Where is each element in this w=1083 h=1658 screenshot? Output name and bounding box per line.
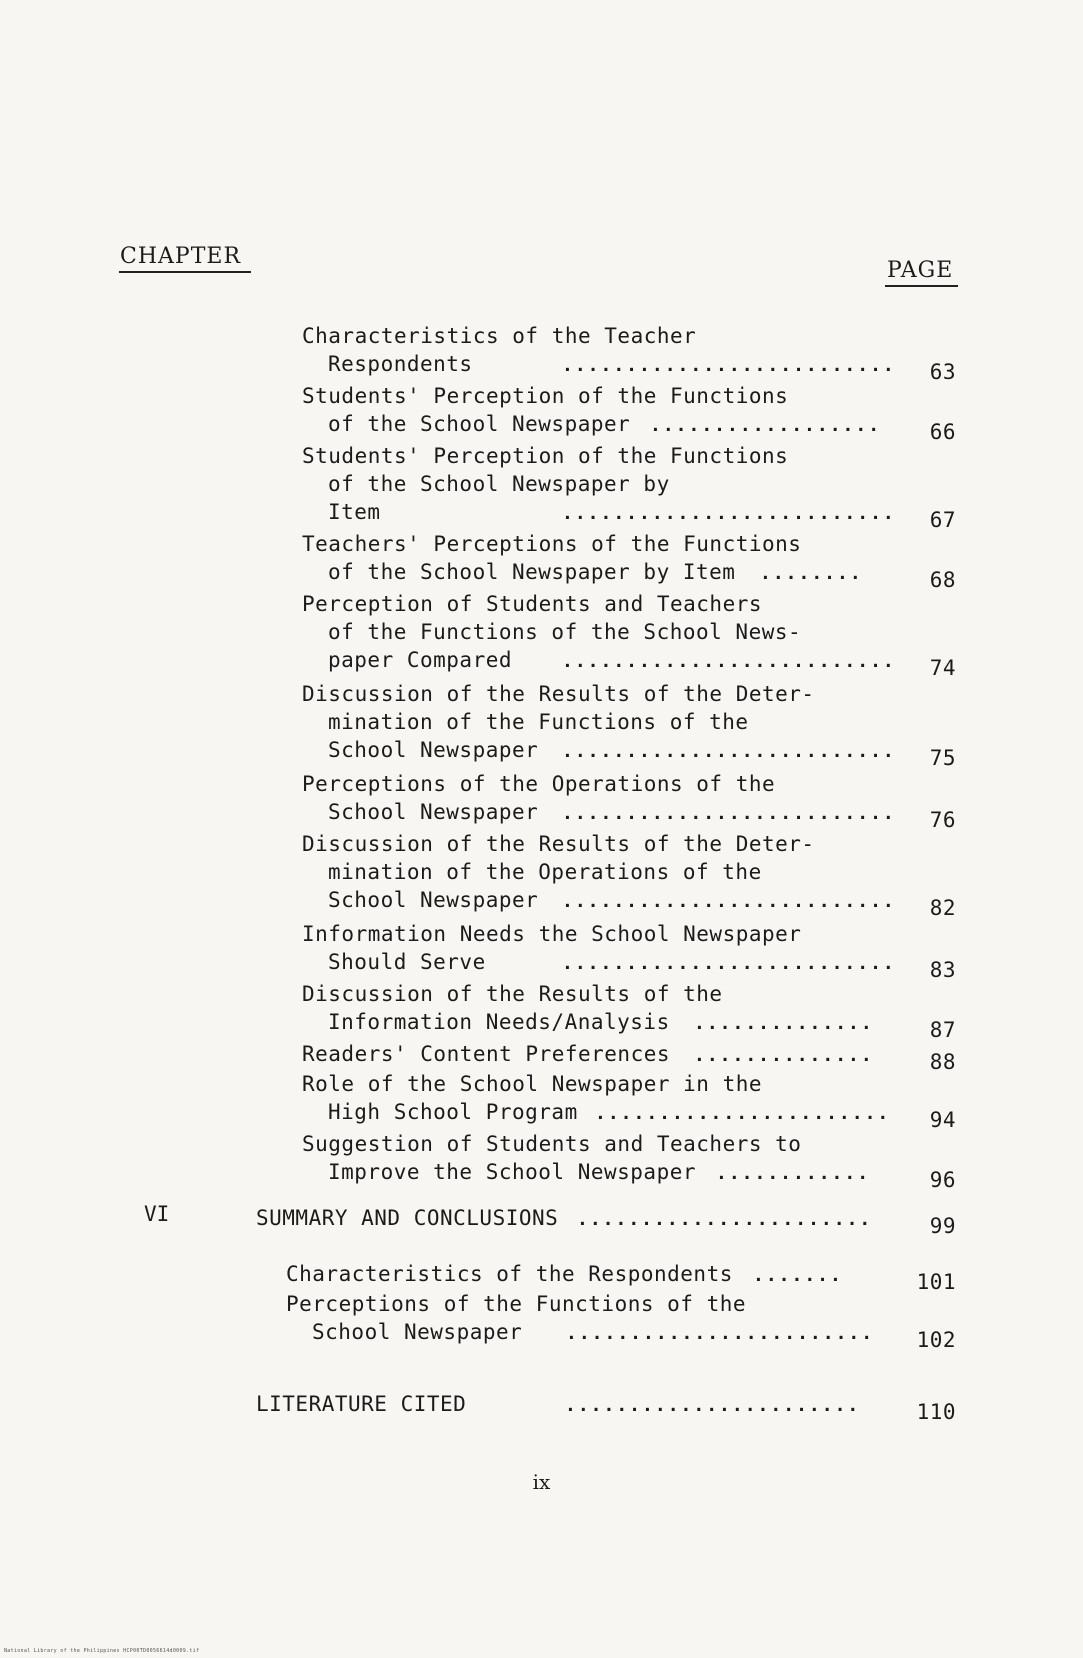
dot-leader: .............. [694, 1013, 874, 1034]
entry-title-line: mination of the Functions of the [328, 710, 749, 734]
entry-title-line: Item [328, 500, 381, 524]
dot-leader: .......................... [562, 503, 896, 524]
entry-title-line: of the School Newspaper [328, 412, 631, 436]
entry-page-number: 63 [929, 360, 956, 384]
entry-page-number: 96 [929, 1168, 956, 1192]
entry-title-line: Information Needs the School Newspaper [302, 922, 802, 946]
entry-title-line: Discussion of the Results of the Deter- [302, 682, 815, 706]
entry-page-number: 67 [929, 508, 956, 532]
dot-leader: .......................... [562, 891, 896, 912]
entry-page-number: 101 [916, 1270, 956, 1294]
entry-page-number: 66 [929, 420, 956, 444]
entry-page-number: 94 [929, 1108, 956, 1132]
entry-page-number: 87 [929, 1018, 956, 1042]
chapter-column-header: CHAPTER [120, 244, 242, 269]
entry-page-number: 110 [916, 1400, 956, 1424]
dot-leader: .......................... [562, 953, 896, 974]
entry-page-number: 75 [929, 746, 956, 770]
entry-title-line: Characteristics of the Teacher [302, 324, 697, 348]
entry-title-line: Readers' Content Preferences [302, 1042, 671, 1066]
entry-page-number: 76 [929, 808, 956, 832]
entry-title-line: mination of the Operations of the [328, 860, 762, 884]
dot-leader: ....... [753, 1265, 843, 1286]
dot-leader: ....................... [577, 1209, 873, 1230]
entry-title-line: Students' Perception of the Functions [302, 444, 789, 468]
entry-title-line: Characteristics of the Respondents [286, 1262, 733, 1286]
entry-title-line: Improve the School Newspaper [328, 1160, 697, 1184]
entry-page-number: 83 [929, 958, 956, 982]
entry-title-line: of the School Newspaper by [328, 472, 670, 496]
entry-title-line: School Newspaper [312, 1320, 523, 1344]
chapter-header-underline [119, 271, 251, 273]
entry-title-line: of the Functions of the School News- [328, 620, 802, 644]
entry-title-line: Students' Perception of the Functions [302, 384, 789, 408]
entry-title-line: Should Serve [328, 950, 486, 974]
dot-leader: ........................ [566, 1323, 875, 1344]
chapter-numeral: VI [144, 1202, 170, 1226]
library-stamp: National Library of the Philippines HCP00TD0056614d0009.tif [4, 1648, 200, 1654]
entry-page-number: 102 [916, 1328, 956, 1352]
entry-title-line: paper Compared [328, 648, 513, 672]
entry-page-number: 99 [929, 1214, 956, 1238]
page-header-underline [885, 285, 958, 287]
entry-title-line: Perceptions of the Functions of the [286, 1292, 747, 1316]
entry-title-line: High School Program [328, 1100, 578, 1124]
entry-title-line: SUMMARY AND CONCLUSIONS [256, 1206, 559, 1230]
entry-title-line: Discussion of the Results of the Deter- [302, 832, 815, 856]
entry-title-line: Respondents [328, 352, 473, 376]
entry-title-line: Perceptions of the Operations of the [302, 772, 776, 796]
entry-title-line: LITERATURE CITED [256, 1392, 467, 1416]
entry-title-line: School Newspaper [328, 888, 539, 912]
dot-leader: ........ [760, 563, 863, 584]
dot-leader: .......................... [562, 803, 896, 824]
dot-leader: .................. [650, 415, 882, 436]
entry-page-number: 74 [929, 656, 956, 680]
entry-title-line: Role of the School Newspaper in the [302, 1072, 763, 1096]
entry-page-number: 88 [929, 1050, 956, 1074]
entry-title-line: School Newspaper [328, 738, 539, 762]
dot-leader: ............ [716, 1163, 871, 1184]
entry-title-line: Perception of Students and Teachers [302, 592, 763, 616]
entry-title-line: School Newspaper [328, 800, 539, 824]
page-column-header: PAGE [887, 258, 954, 283]
entry-page-number: 68 [929, 568, 956, 592]
dot-leader: ....................... [565, 1395, 861, 1416]
entry-title-line: Suggestion of Students and Teachers to [302, 1132, 802, 1156]
entry-title-line: Teachers' Perceptions of the Functions [302, 532, 802, 556]
entry-title-line: Discussion of the Results of the [302, 982, 723, 1006]
dot-leader: .............. [694, 1045, 874, 1066]
page-number: ix [532, 1470, 551, 1494]
entry-page-number: 82 [929, 896, 956, 920]
entry-title-line: of the School Newspaper by Item [328, 560, 736, 584]
dot-leader: ....................... [595, 1103, 891, 1124]
dot-leader: .......................... [562, 651, 896, 672]
entry-title-line: Information Needs/Analysis [328, 1010, 670, 1034]
dot-leader: .......................... [562, 355, 896, 376]
dot-leader: .......................... [562, 741, 896, 762]
